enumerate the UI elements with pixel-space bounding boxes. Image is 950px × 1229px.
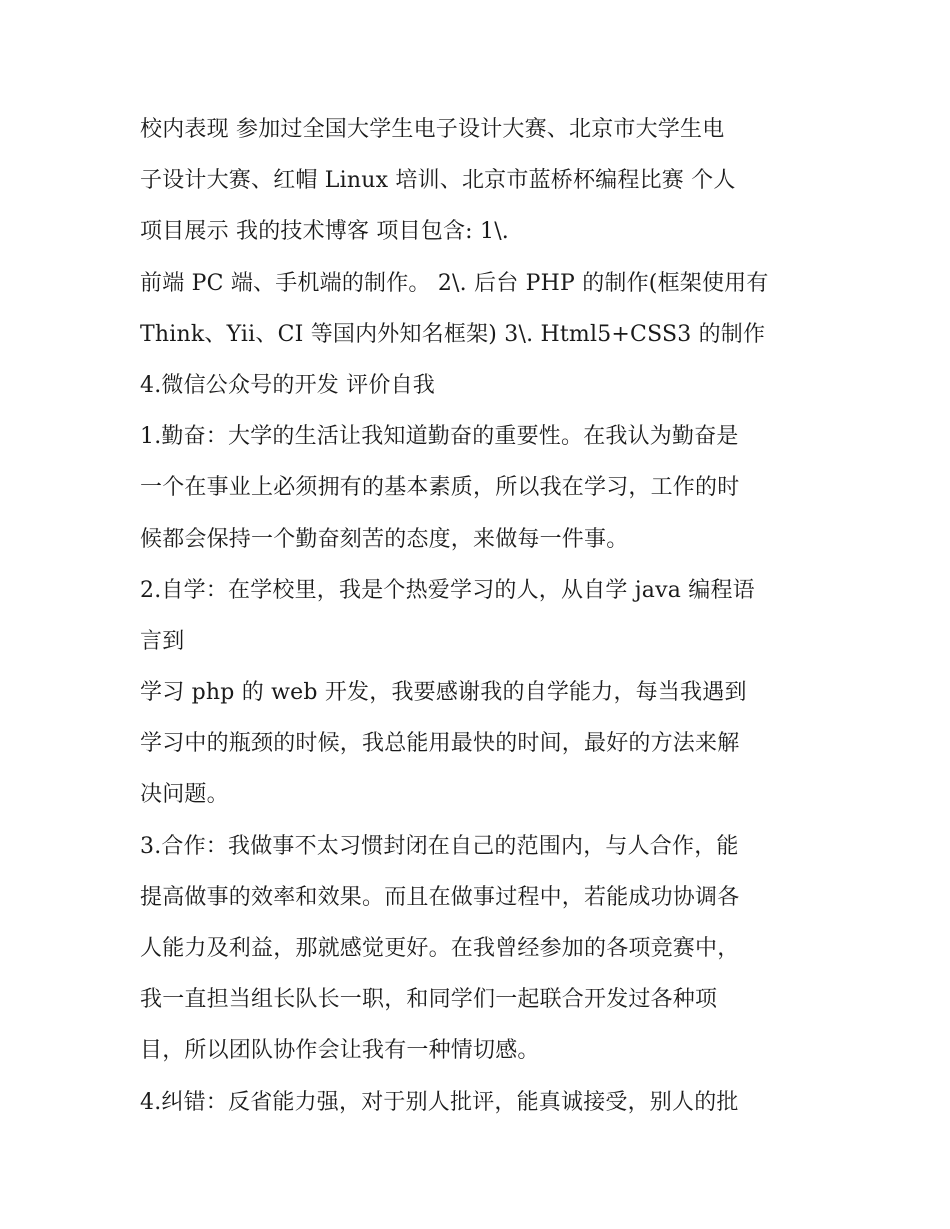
text-line: 校内表现 参加过全国大学生电子设计大赛、北京市大学生电 xyxy=(140,117,725,142)
text-line: 提高做事的效率和效果。而且在做事过程中，若能成功协调各 xyxy=(140,884,740,910)
text-line: 言到 xyxy=(140,628,185,654)
text-line: 学习 php 的 web 开发，我要感谢我的自学能力，每当我遇到 xyxy=(140,680,747,706)
text-line: 我一直担当组长队长一职，和同学们一起联合开发过各种项 xyxy=(140,987,718,1013)
text-line: 前端 PC 端、手机端的制作。 2\. 后台 PHP 的制作(框架使用有 xyxy=(140,270,769,296)
text-line: 3.合作：我做事不太习惯封闭在自己的范围内，与人合作，能 xyxy=(140,833,739,859)
text-line: 4.微信公众号的开发 评价自我 xyxy=(140,372,435,398)
resume-text-block xyxy=(140,104,820,1128)
text-line: 项目展示 我的技术博客 项目包含: 1\. xyxy=(140,219,509,245)
text-line: 一个在事业上必须拥有的基本素质，所以我在学习，工作的时 xyxy=(140,475,740,501)
text-line: 决问题。 xyxy=(140,782,229,808)
text-line: 候都会保持一个勤奋刻苦的态度，来做每一件事。 xyxy=(140,526,629,552)
text-line: Think、Yii、CI 等国内外知名框架) 3\. Html5+CSS3 的制作 xyxy=(140,321,766,347)
text-line: 目，所以团队协作会让我有一种情切感。 xyxy=(140,1038,540,1064)
text-line: 4.纠错：反省能力强，对于别人批评，能真诚接受，别人的批 xyxy=(140,1089,739,1115)
text-line: 子设计大赛、红帽 Linux 培训、北京市蓝桥杯编程比赛 个人 xyxy=(140,168,736,194)
text-line: 1.勤奋：大学的生活让我知道勤奋的重要性。在我认为勤奋是 xyxy=(140,424,739,450)
text-line: 学习中的瓶颈的时候，我总能用最快的时间，最好的方法来解 xyxy=(140,731,740,757)
text-line: 人能力及利益，那就感觉更好。在我曾经参加的各项竞赛中， xyxy=(140,936,740,961)
text-line: 2.自学：在学校里，我是个热爱学习的人，从自学 java 编程语 xyxy=(140,577,755,603)
